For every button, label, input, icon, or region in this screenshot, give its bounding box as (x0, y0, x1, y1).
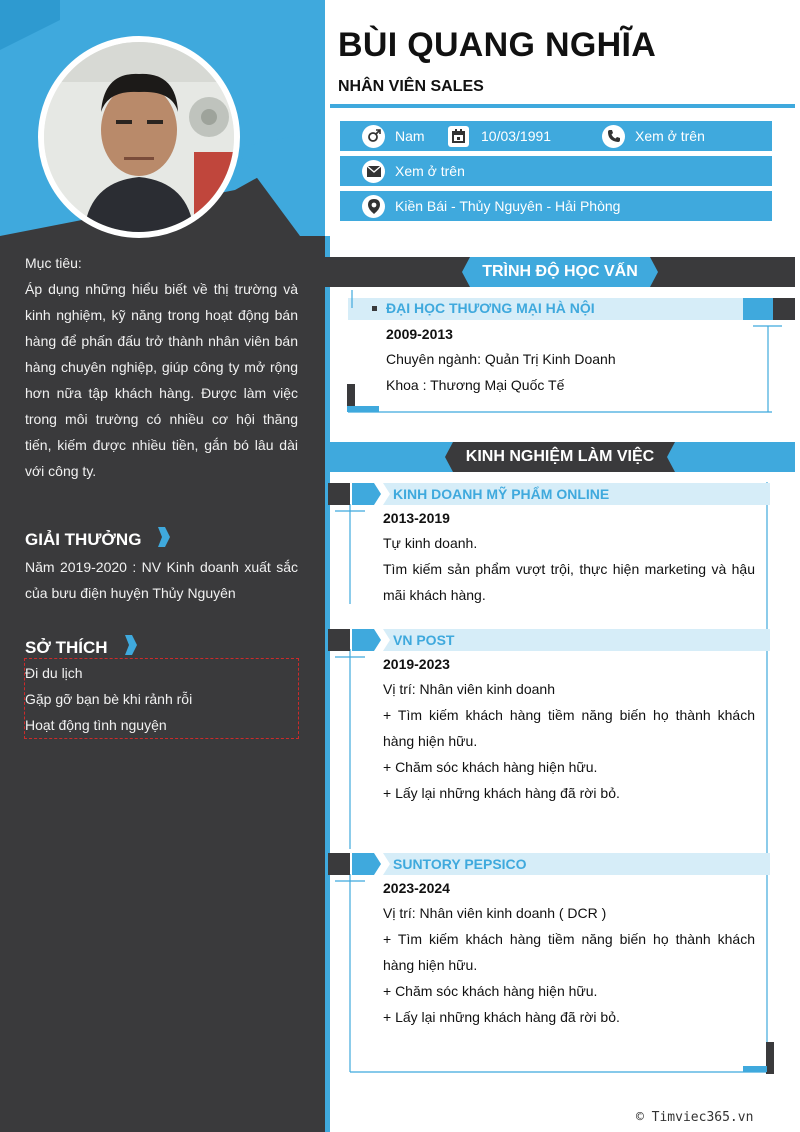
education-major: Chuyên ngành: Quản Trị Kinh Doanh (386, 351, 616, 367)
info-bar-email (340, 156, 772, 186)
hobbies-heading-label: SỞ THÍCH (25, 637, 108, 657)
footer-credit: © Timviec365.vn (636, 1110, 754, 1125)
awards-heading (25, 526, 171, 553)
job-line: Vị trí: Nhân viên kinh doanh (383, 681, 555, 697)
dob-value: 10/03/1991 (481, 128, 552, 144)
job-company: SUNTORY PEPSICO (393, 856, 527, 872)
email-item (362, 156, 465, 186)
list-item: Gặp gỡ bạn bè khi rảnh rỗi (25, 691, 193, 707)
school-name: ĐẠI HỌC THƯƠNG MẠI HÀ NỘI (386, 300, 595, 316)
email-icon (362, 160, 385, 183)
avatar (38, 36, 240, 238)
info-bar-address (340, 191, 772, 221)
gender-value: Nam (395, 128, 425, 144)
location-icon (362, 195, 385, 218)
job-line: + Chăm sóc khách hàng hiện hữu. (383, 759, 598, 775)
job-period: 2019-2023 (383, 656, 450, 672)
title-divider (330, 104, 795, 108)
chevron-right-icon (157, 526, 171, 553)
chevron-right-icon (124, 634, 138, 661)
job-line: + Lấy lại những khách hàng đã rời bỏ. (383, 785, 620, 801)
address-item (362, 191, 620, 221)
job-line: Tự kinh doanh. (383, 535, 478, 551)
education-period: 2009-2013 (386, 326, 453, 342)
hobbies-list (25, 660, 298, 738)
phone-icon (602, 125, 625, 148)
education-faculty: Khoa : Thương Mại Quốc Tế (386, 377, 565, 393)
job-line: + Tìm kiếm khách hàng tiềm năng biến họ thành khách hàng hiện hữu. (383, 707, 755, 749)
experience-band (325, 442, 795, 472)
job-line: + Chăm sóc khách hàng hiện hữu. (383, 983, 598, 999)
calendar-icon (448, 126, 469, 147)
dob-item (448, 121, 551, 151)
list-item: Đi du lịch (25, 665, 83, 681)
list-item: Hoạt động tình nguyện (25, 717, 167, 733)
awards-heading-label: GIẢI THƯỞNG (25, 529, 142, 549)
awards-text: Năm 2019-2020 : NV Kinh doanh xuất sắc của bưu điện huyện Thủy Nguyên (25, 559, 298, 601)
job-period: 2023-2024 (383, 880, 450, 896)
job-line: Vị trí: Nhân viên kinh doanh ( DCR ) (383, 905, 607, 921)
candidate-name: BÙI QUANG NGHĨA (338, 26, 657, 64)
objective-label: Mục tiêu: (25, 255, 82, 271)
education-heading: TRÌNH ĐỘ HỌC VẤN (482, 263, 638, 280)
address-value: Kiền Bái - Thủy Nguyên - Hải Phòng (395, 198, 621, 214)
job-company: KINH DOANH MỸ PHẨM ONLINE (393, 486, 610, 502)
job-line: + Lấy lại những khách hàng đã rời bỏ. (383, 1009, 620, 1025)
job-line: Tìm kiếm sản phẩm vượt trội, thực hiện marketing và hậu mãi khách hàng. (383, 561, 755, 603)
job-title: NHÂN VIÊN SALES (338, 78, 484, 95)
info-bar-personal (340, 121, 772, 151)
education-band (325, 257, 795, 287)
phone-item (602, 121, 705, 151)
email-value: Xem ở trên (395, 163, 465, 179)
job-period: 2013-2019 (383, 510, 450, 526)
gender-item (362, 121, 425, 151)
job-line: + Tìm kiếm khách hàng tiềm năng biến họ thành khách hàng hiện hữu. (383, 931, 755, 973)
experience-heading: KINH NGHIỆM LÀM VIỆC (465, 448, 655, 465)
gender-icon (362, 125, 385, 148)
job-company: VN POST (393, 632, 455, 648)
phone-value: Xem ở trên (635, 128, 705, 144)
objective-text: Áp dụng những hiểu biết về thị trường và kinh nghiệm, kỹ năng trong hoạt động bán hàng để phấn đấu trở thành nhân viên bán hàng chuyên nghiệp, giúp công ty mở rộng hơn nữa tập khách hàng. Được làm việc trong môi trường có nhiều cơ hội thăng tiến, kiếm được nhiều tiền, gắn bó lâu dài với công ty. (25, 281, 298, 479)
hobbies-heading (25, 634, 138, 661)
